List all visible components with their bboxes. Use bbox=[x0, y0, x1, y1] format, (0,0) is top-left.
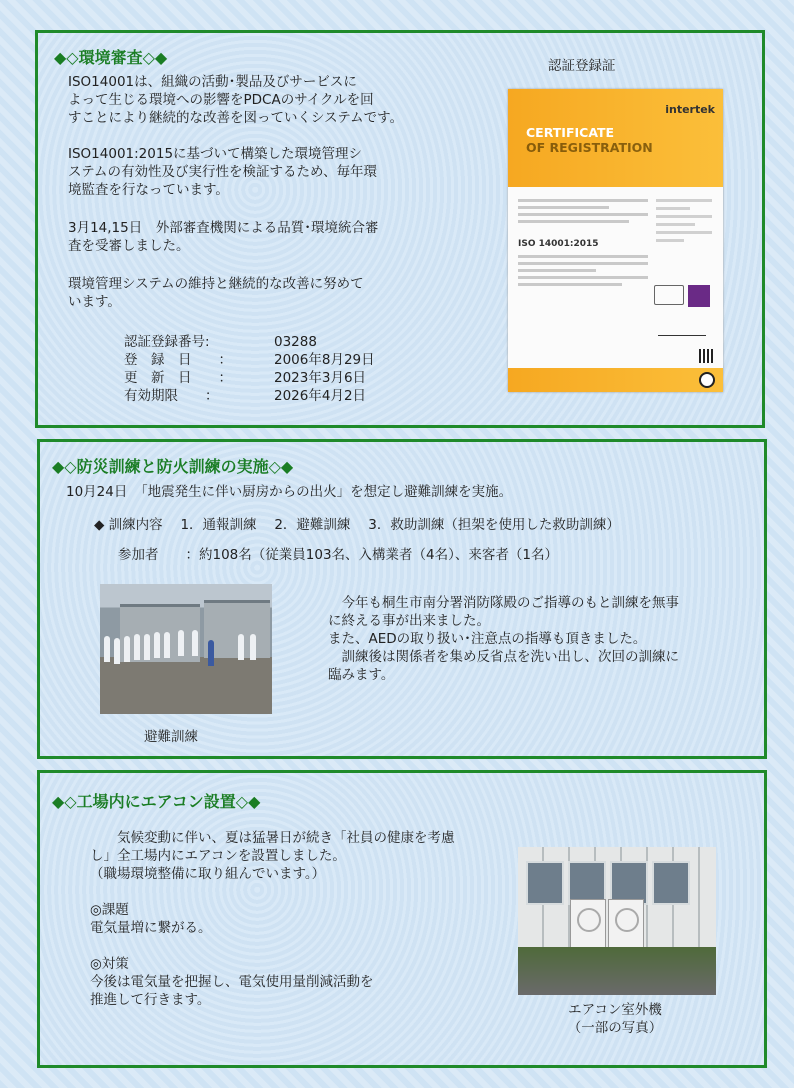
aircon-body-text: 気候変動に伴い、夏は猛暑日が続き「社員の健康を考慮 し」全工場内にエアコンを設置しました。 （職場環境整備に取り組んでいます。） ◎課題 電気量増に繋がる。 ◎対策 今後は電気量を把握し、電気使用量削減活動を 推進して行きます。 bbox=[90, 830, 455, 1008]
iso-intro-text: ISO14001は、組織の活動･製品及びサービスに よって生じる環境への影響をPDCAのサイクルを回 すことにより継続的な改善を図っていくシステムです。 bbox=[68, 74, 404, 126]
signature-icon bbox=[658, 323, 706, 336]
training-content-text: ◆ 訓練内容 1．通報訓練 2．避難訓練 3．救助訓練（担架を使用した救助訓練） bbox=[94, 517, 620, 533]
evacuation-drill-photo bbox=[100, 584, 272, 714]
certificate-standard: ISO 14001:2015 bbox=[518, 239, 599, 249]
certificate-subtitle: OF REGISTRATION bbox=[526, 140, 653, 155]
intertek-badge-icon bbox=[699, 372, 715, 388]
aircon-outdoor-unit-photo bbox=[518, 847, 716, 995]
accreditation-seal-icon bbox=[654, 285, 684, 305]
section-heading: ◆◇工場内にエアコン設置◇◆ bbox=[52, 792, 261, 811]
certificate-title: CERTIFICATE bbox=[526, 125, 615, 140]
participants-text: 参加者 ：約108名（従業員103名、入構業者（4名）、来客者（1名） bbox=[118, 547, 558, 563]
registration-labels: 認証登録番号: 登 録 日 ： 更 新 日 ： 有効期限 ： bbox=[124, 334, 232, 404]
section-heading: ◆◇環境審査◇◆ bbox=[54, 48, 168, 67]
intertek-logo: intertek bbox=[665, 103, 715, 116]
iso-audit-text: ISO14001:2015に基づいて構築した環境管理シ ステムの有効性及び実行性を検証するため、毎年環 境監査を行なっています。 bbox=[68, 146, 378, 198]
aircon-photo-caption: エアコン室外機 （一部の写真） bbox=[567, 1002, 663, 1036]
drill-intro-text: 10月24日 「地震発生に伴い厨房からの出火」を想定し避難訓練を実施。 bbox=[66, 484, 513, 500]
registration-values: 03288 2006年8月29日 2023年3月6日 2026年4月2日 bbox=[274, 334, 375, 404]
ukas-seal-icon bbox=[688, 285, 710, 307]
certificate-caption: 認証登録証 bbox=[548, 58, 616, 74]
disaster-drill-panel bbox=[37, 439, 767, 759]
certificate-image bbox=[508, 89, 723, 392]
section-heading: ◆◇防災訓練と防火訓練の実施◇◆ bbox=[52, 457, 294, 476]
drill-photo-caption: 避難訓練 bbox=[144, 729, 198, 745]
environment-audit-panel bbox=[35, 30, 765, 428]
audit-date-text: 3月14,15日 外部審査機関による品質･環境統合審 査を受審しました。 bbox=[68, 220, 379, 254]
maintenance-text: 環境管理システムの維持と継続的な改善に努めて います。 bbox=[68, 276, 364, 310]
drill-body-text: 今年も桐生市南分署消防隊殿のご指導のもと訓練を無事 に終える事が出来ました。 また、AEDの取り扱い･注意点の指導も頂きました。 訓練後は関係者を集め反省点を洗い出し、次回の訓練に 臨みます。 bbox=[328, 595, 679, 683]
air-conditioner-panel bbox=[37, 770, 767, 1068]
qr-code-icon bbox=[699, 349, 713, 363]
